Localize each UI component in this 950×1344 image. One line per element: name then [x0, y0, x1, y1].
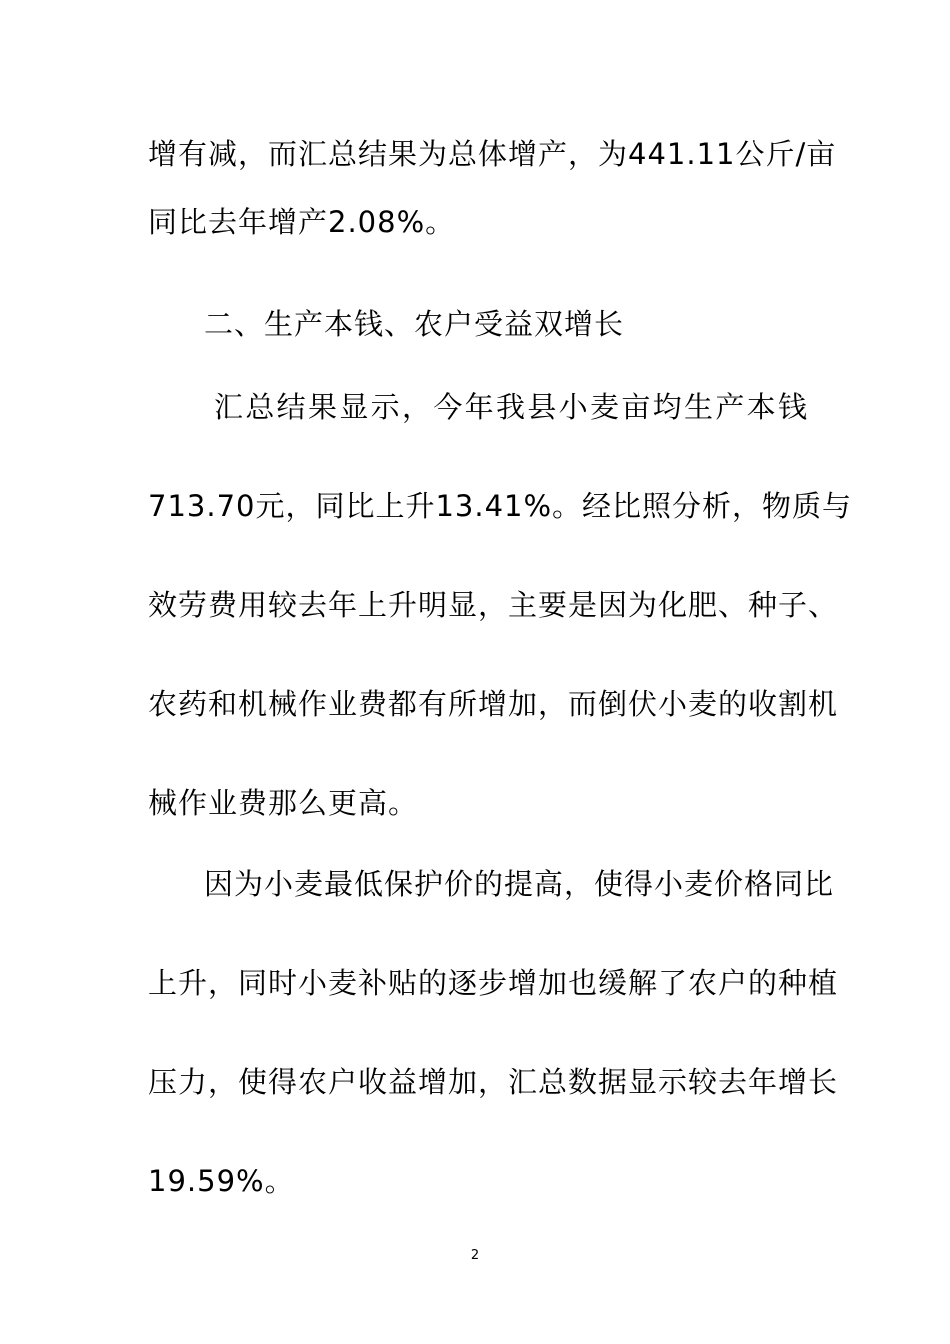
paragraph-line: 因为小麦最低保护价的提高，使得小麦价格同比: [204, 867, 835, 901]
paragraph-line: 农药和机械作业费都有所增加，而倒伏小麦的收割机: [148, 687, 839, 721]
paragraph-line: 同比去年增产2.08%。: [148, 205, 456, 239]
paragraph-line: 压力，使得农户收益增加，汇总数据显示较去年增长: [148, 1065, 839, 1099]
page-number: 2: [470, 1248, 480, 1263]
section-heading: 二、生产本钱、农户受益双增长: [204, 307, 625, 341]
paragraph-line: 上升，同时小麦补贴的逐步增加也缓解了农户的种植: [148, 966, 839, 1000]
paragraph-line: 713.70元，同比上升13.41%。经比照分析，物质与: [148, 489, 853, 523]
paragraph-line: 19.59%。: [148, 1164, 295, 1198]
paragraph-line: 效劳费用较去年上升明显，主要是因为化肥、种子、: [148, 588, 839, 622]
paragraph-line: 增有减，而汇总结果为总体增产，为441.11公斤/亩: [148, 137, 837, 171]
paragraph-line: 汇总结果显示，今年我县小麦亩均生产本钱: [214, 390, 808, 424]
paragraph-line: 械作业费那么更高。: [148, 786, 419, 820]
